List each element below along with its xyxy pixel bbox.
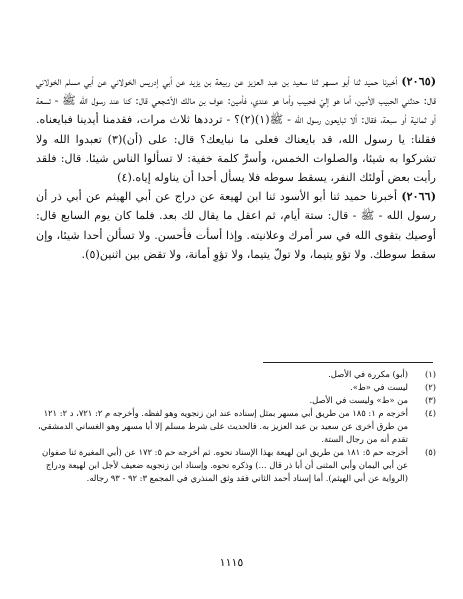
footnote-number: (٣): [424, 395, 436, 405]
hadith-number: (٢٠٦٥): [401, 74, 437, 88]
footnotes: [36, 368, 436, 485]
footnote-text: ليست في «ط».: [350, 382, 408, 392]
hadith-text: أخبرنا حميد ثنا أبو الأسود ثنا ابن لهيعة عن دراج عن أبي الهيثم عن أبي ذر أن رسول الله - ﷺ - قال: ستة أيام، ثم اعقل ما يقال لك بعد. فلما كان يوم السابع قال: أوصيك بتقوى الله في سر أمرك وعلانيته. وإذا أسأت فأحسن. ولا تسألن أحدا شيئا، وإن سقط سوطك. ولا تؤو يتيما، ولا تولّ يتيما، ولا تؤوِ أمانة، ولا تقض بين اثنين(٥).: [36, 190, 436, 261]
footnote: [36, 368, 436, 381]
footnote: [36, 394, 436, 407]
footnote-text: (أبو) مكررة في الأصل.: [328, 369, 408, 379]
hadith-2066: [36, 187, 436, 264]
footnote-text: من «ط» وليست في الأصل.: [309, 395, 408, 405]
footnote-text: أخرجه حم ٥: ١٨١ من طريق ابن لهيعة بهذا الإسناد نحوه. ثم أخرجه حم ٥: ١٧٢ عن (أبي المغيرة ثنا صفوان عن أبي اليمان وأبي المثنى أن أبا ذر قال ...) وذكره نحوه. وإسناد ابن زنجويه ضعيف لأجل ابن لهيعة ودراج (الرواية عن أبي الهيثم). أما إسناد أحمد الثاني فقد وثق المنذري في المجمع ٣: ٩٢ - ٩٣ رجاله.: [42, 447, 408, 483]
hadith-number: (٢٠٦٦): [401, 189, 436, 204]
hadith-2065: [36, 72, 436, 187]
main-text: [36, 72, 436, 264]
footnote-number: (٤): [424, 408, 436, 418]
footnote: [36, 381, 436, 394]
hadith-text: أخبرنا حميد ثنا أبو مسهر ثنا سعيد بن عبد العزيز عن ربيعة بن يزيد عن أبي إدريس الخولاني عن أبي مسلم الخولاني قال: حدثني الحبيب الأمين، أما هو إليّ فحبيب وأما هو عندي، فأمين: عوف بن مالك الأشجعي قال: كنا عند رسول الله ﷺ - تسعة أو ثمانية أو سبعة، فقال: ألا تبايعون رسول الله - ﷺ(١)(٢)؟ - ترددها ثلاث مرات، فقدمنا أيدينا فبايعناه. فقلنا: يا رسول الله، قد بايعناك فعلى ما نبايعك؟ قال: على (أن)(٣) تعبدوا الله ولا تشركوا به شيئا، والصلوات الخمس، وأسرَّ كلمة خفية: لا تسألوا الناس شيئا. قال: فلقد رأيت بعض أولئك النفر، يسقط سوطه فلا يسأل أحدا أن يناوله إياه.(٤): [36, 75, 437, 185]
page-number: ١١١٥: [219, 556, 244, 569]
footnote-number: (٥): [424, 447, 436, 457]
footnote: [36, 407, 436, 446]
footnote-number: (٢): [424, 382, 436, 392]
footnote-divider: [263, 362, 433, 363]
footnote-number: (١): [424, 369, 436, 379]
footnote: [36, 446, 436, 485]
footnote-text: أخرجه م ١: ١٨٥ من طريق أبي مسهر بمثل إسناده عند ابن زنجويه وهو لفظه. وأخرجه م ٢: ٧٢١، د ٢: ١٢١ من طرق أخرى عن سعيد بن عبد العزيز به. فالحديث على شرط مسلم إلا أبا مسهر وهو الغساني الدمشقي، تقدم أنه من رجال الستة.: [37, 408, 408, 444]
